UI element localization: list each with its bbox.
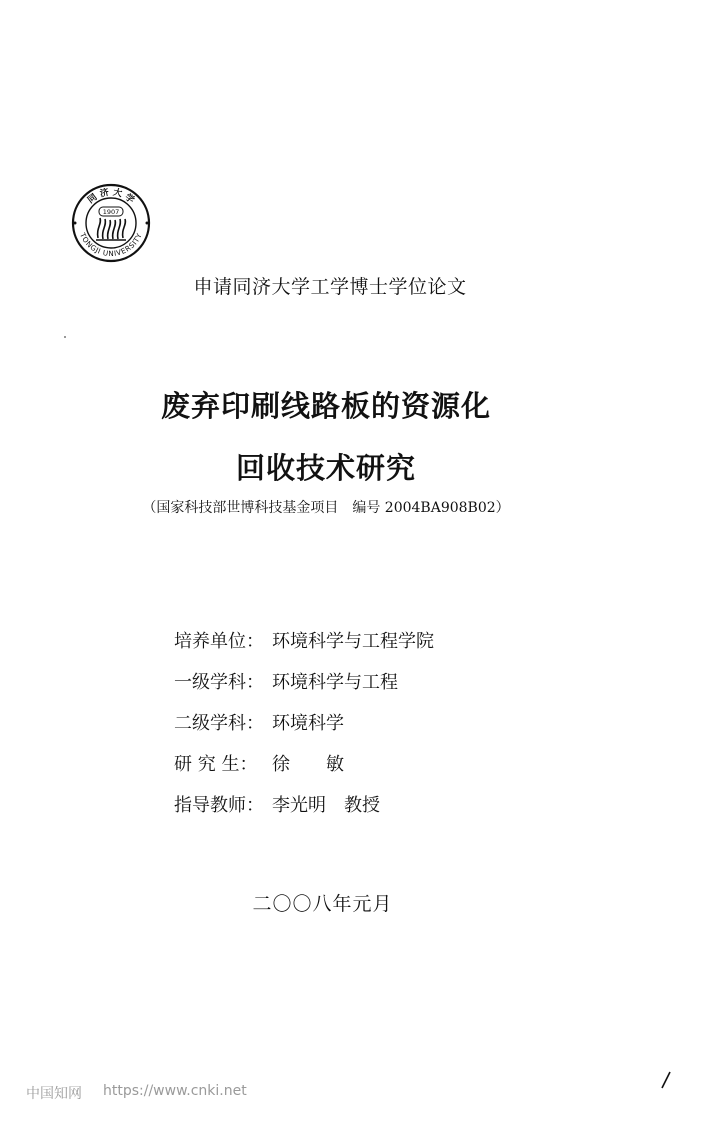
svg-text:1907: 1907 <box>102 208 120 216</box>
info-key: 一级学科： <box>174 671 264 693</box>
thesis-date: 二〇〇八年元月 <box>252 893 393 915</box>
info-value: 环境科学与工程学院 <box>272 630 434 652</box>
info-row-primary-discipline <box>174 660 434 701</box>
info-row-secondary-discipline <box>174 701 434 742</box>
degree-application-line: 申请同济大学工学博士学位论文 <box>193 276 467 298</box>
info-row-unit <box>174 619 434 660</box>
thesis-title-line-2: 回收技术研究 <box>235 451 416 485</box>
scan-speck <box>64 336 66 338</box>
info-value: 环境科学与工程 <box>272 671 398 693</box>
watermark-logo: 中国知网 <box>26 1086 82 1102</box>
thesis-title-line-1: 废弃印刷线路板的资源化 <box>160 389 491 423</box>
svg-text:TONGJI UNIVERSITY: TONGJI UNIVERSITY <box>78 231 144 259</box>
thesis-info-block <box>174 619 434 824</box>
info-key: 二级学科： <box>174 712 264 734</box>
info-value: 环境科学 <box>272 712 344 734</box>
funding-note: （国家科技部世博科技基金项目 编号 2004BA908B02） <box>142 500 510 516</box>
info-row-supervisor <box>174 783 434 824</box>
svg-text:同 济 大 学: 同 济 大 学 <box>86 187 136 206</box>
info-key: 指导教师： <box>174 794 264 816</box>
pen-mark <box>660 1070 672 1090</box>
info-key: 培养单位： <box>174 630 264 652</box>
info-key: 研 究 生： <box>174 753 258 775</box>
watermark-url: https://www.cnki.net <box>103 1083 247 1099</box>
info-value: 徐 敏 <box>272 753 344 775</box>
info-value: 李光明 教授 <box>272 794 380 816</box>
info-row-student <box>174 742 434 783</box>
university-seal <box>70 182 152 264</box>
